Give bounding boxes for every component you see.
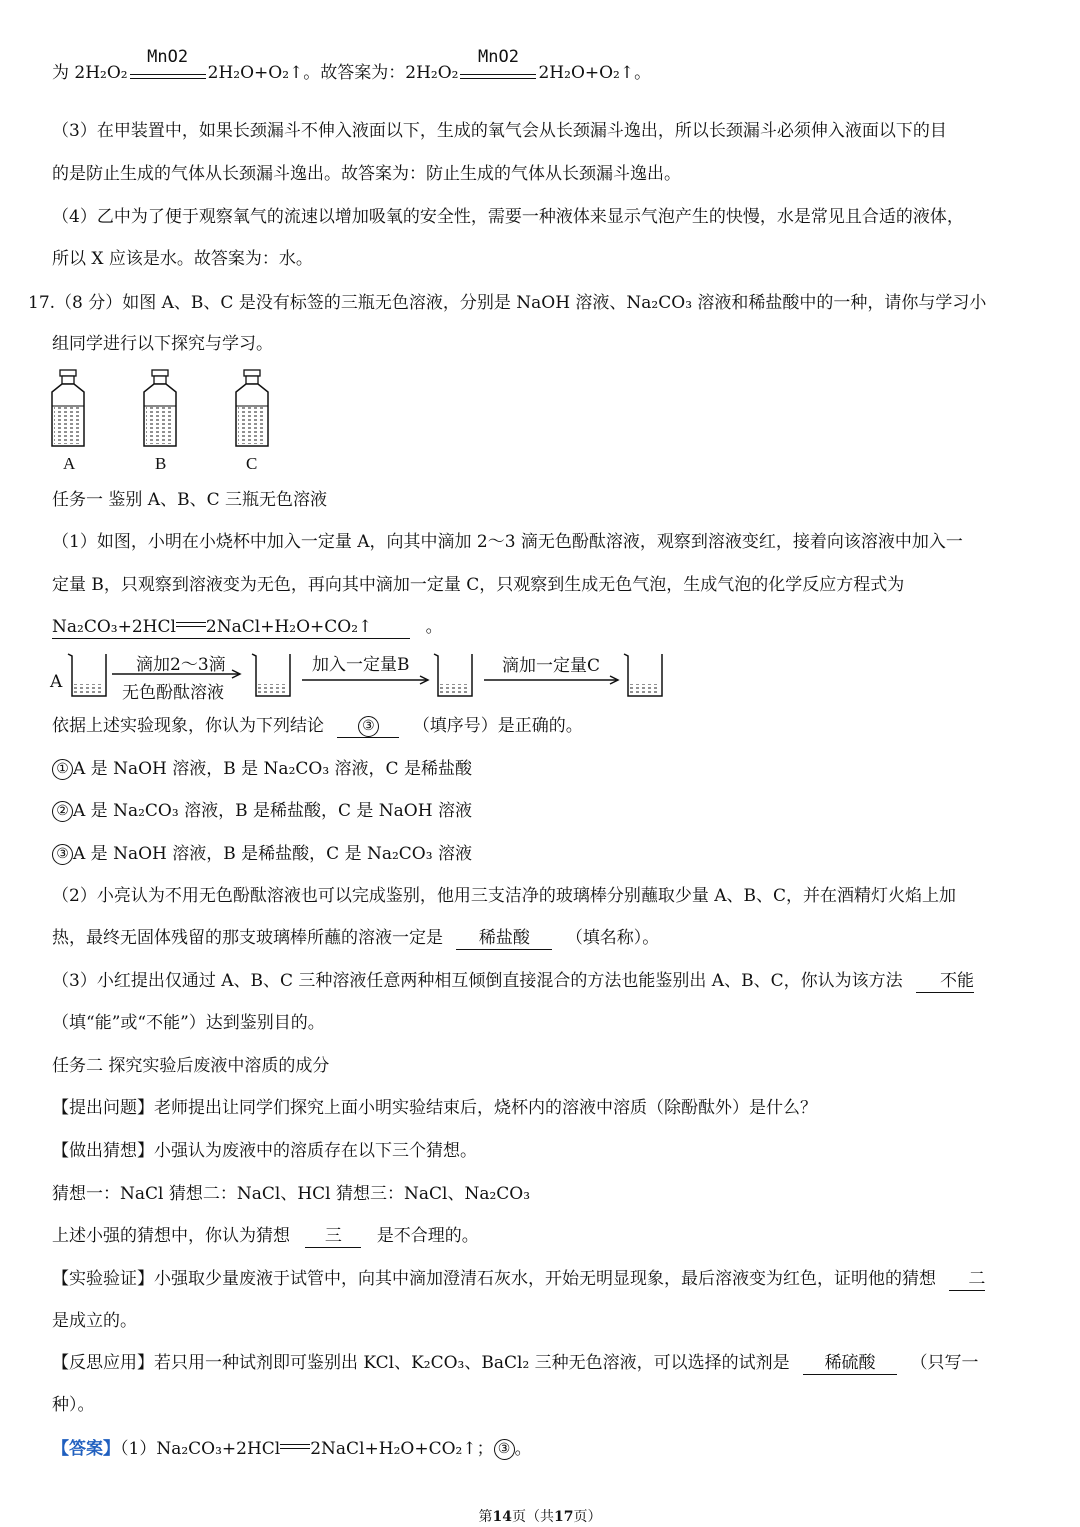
eq-rhs: 2H₂O+O₂↑	[207, 63, 304, 83]
catalyst-arrow-2	[460, 47, 536, 90]
task2-verify-line1	[52, 1266, 1054, 1292]
footer-post: 页）	[573, 1509, 602, 1525]
s2-answer: 稀盐酸	[456, 927, 552, 950]
task1-s2-line1: （2）小亮认为不用无色酚酞溶液也可以完成鉴别，他用三支洁净的玻璃棒分别蘸取少量 A、B、C，并在酒精灯火焰上加	[52, 886, 956, 906]
bottle-b	[144, 370, 176, 446]
verify-pre: 【实验验证】小强取少量废液于试管中，向其中滴加澄清石灰水，开始无明显现象，最后溶液变为红色，证明他的猜想	[52, 1269, 936, 1289]
beaker-4	[624, 654, 662, 696]
footer-page: 14	[492, 1509, 512, 1525]
answer-circ: ③	[494, 1439, 515, 1460]
option-1-text: A 是 NaOH 溶液，B 是 Na₂CO₃ 溶液，C 是稀盐酸	[73, 759, 472, 779]
reflect-pre: 【反思应用】若只用一种试剂即可鉴别出 KCl、K₂CO₃、BaCl₂ 三种无色溶液，可以选择的试剂是	[52, 1353, 790, 1373]
answer-eq-end: 。	[425, 617, 443, 637]
answer-tag: 【答案】	[52, 1439, 120, 1459]
conclusion-line	[52, 713, 1054, 739]
q17-line1: 17.（8 分）如图 A、B、C 是没有标签的三瓶无色溶液，分别是 NaOH 溶液、Na₂CO₃ 溶液和稀盐酸中的一种，请你与学习小	[28, 293, 987, 313]
task2-question: 【提出问题】老师提出让同学们探究上面小明实验结束后，烧杯内的溶液中溶质（除酚酞外）是什么？	[52, 1098, 817, 1118]
answer-eq-lhs: Na₂CO₃+2HCl	[52, 617, 176, 637]
reflect-post: （只写一	[910, 1353, 979, 1373]
option-2-num: ②	[52, 801, 73, 822]
catalyst-label-2: MnO2	[478, 47, 519, 67]
task1-s1-line1: （1）如图，小明在小烧杯中加入一定量 A，向其中滴加 2～3 滴无色酚酞溶液，观察到溶液变红，接着向该溶液中加入一	[52, 532, 963, 552]
equation-line	[52, 47, 1054, 90]
verify-answer: 二	[949, 1268, 985, 1291]
option-2-text: A 是 Na₂CO₃ 溶液，B 是稀盐酸，C 是 NaOH 溶液	[73, 801, 472, 821]
task2-reflect-line2: 种）。	[52, 1395, 95, 1415]
p3-line1: （3）在甲装置中，如果长颈漏斗不伸入液面以下，生成的氧气会从长颈漏斗逸出，所以长颈漏斗必须伸入液面以下的目	[52, 121, 947, 141]
task1-s3-line1	[52, 968, 1054, 994]
beaker-3	[434, 654, 472, 696]
s2-post: （填名称）。	[565, 928, 660, 948]
conclusion-post: （填序号）是正确的。	[412, 716, 583, 736]
flow-step1-bottom: 无色酚酞溶液	[122, 683, 224, 703]
task2-hypothesis: 【做出猜想】小强认为废液中的溶质存在以下三个猜想。	[52, 1141, 477, 1161]
answer-eq-blank	[52, 616, 410, 639]
bottle-a	[52, 370, 84, 446]
task1-s2-line2	[52, 925, 1054, 951]
beaker-1	[68, 654, 106, 696]
eq-end: 。	[634, 63, 652, 83]
eq-prefix: 为	[52, 63, 69, 83]
beaker-2	[252, 654, 290, 696]
flow-step1-top: 滴加2～3滴	[136, 655, 226, 675]
task1-title: 任务一 鉴别 A、B、C 三瓶无色溶液	[52, 490, 327, 510]
s3-answer: 不能	[916, 970, 974, 993]
option-2	[52, 798, 1054, 824]
answer-pre: （1）Na₂CO₃+2HCl	[120, 1439, 281, 1459]
task2-verify-line2: 是成立的。	[52, 1311, 137, 1331]
task1-answer-eq	[52, 614, 1054, 640]
option-3-num: ③	[52, 844, 73, 865]
eq-mid: 。故答案为：	[303, 63, 406, 83]
bottle-c	[236, 370, 268, 446]
flow-step3: 滴加一定量C	[502, 656, 601, 676]
conclusion-pre: 依据上述实验现象，你认为下列结论	[52, 716, 324, 736]
catalyst-label: MnO2	[147, 47, 189, 67]
reflect-answer: 稀硫酸	[803, 1352, 897, 1375]
task2-unreasonable	[52, 1223, 1054, 1249]
eq-rhs-2: 2H₂O+O₂↑	[538, 63, 635, 83]
flow-step2: 加入一定量B	[312, 655, 410, 675]
s3-pre: （3）小红提出仅通过 A、B、C 三种溶液任意两种相互倾倒直接混合的方法也能鉴别出 A、B、C，你认为该方法	[52, 971, 903, 991]
conclusion-blank	[337, 715, 399, 738]
p4-line2: 所以 X 应该是水。故答案为：水。	[52, 249, 313, 269]
footer-mid: 页（共	[512, 1509, 554, 1525]
task2-guesses: 猜想一：NaCl 猜想二：NaCl、HCl 猜想三：NaCl、Na₂CO₃	[52, 1184, 531, 1204]
page-footer	[0, 1506, 1080, 1526]
unreasonable-answer: 三	[305, 1225, 361, 1248]
option-1-num: ①	[52, 759, 73, 780]
bottle-label-c: C	[246, 454, 258, 473]
task1-s1-line2: 定量 B，只观察到溶液变为无色，再向其中滴加一定量 C，只观察到生成无色气泡，生成气泡的化学反应方程式为	[52, 575, 905, 595]
option-3	[52, 841, 1054, 867]
unreasonable-post: 是不合理的。	[376, 1226, 479, 1246]
answer-post: 2NaCl+H₂O+CO₂↑；	[310, 1439, 494, 1459]
eq-lhs: 2H₂O₂	[74, 63, 128, 83]
answer-eq-rhs: 2NaCl+H₂O+CO₂↑	[205, 617, 373, 637]
q17-line2: 组同学进行以下探究与学习。	[52, 334, 273, 354]
bottle-label-a: A	[63, 454, 76, 473]
footer-total: 17	[554, 1509, 574, 1525]
p3-line2: 的是防止生成的气体从长颈漏斗逸出。故答案为：防止生成的气体从长颈漏斗逸出。	[52, 164, 681, 184]
bottle-label-b: B	[155, 454, 167, 473]
unreasonable-pre: 上述小强的猜想中，你认为猜想	[52, 1226, 290, 1246]
p4-line1: （4）乙中为了便于观察氧气的流速以增加吸氧的安全性，需要一种液体来显示气泡产生的快慢，水是常见且合适的液体，	[52, 207, 964, 227]
conclusion-answer: ③	[358, 716, 379, 737]
option-1	[52, 756, 1054, 782]
option-3-text: A 是 NaOH 溶液，B 是稀盐酸，C 是 Na₂CO₃ 溶液	[73, 844, 472, 864]
eq-lhs-2: 2H₂O₂	[405, 63, 459, 83]
task1-s3-line2: （填“能”或“不能”）达到鉴别目的。	[52, 1013, 325, 1033]
task2-reflect-line1	[52, 1350, 1054, 1376]
s2-pre: 热，最终无固体残留的那支玻璃棒所蘸的溶液一定是	[52, 928, 443, 948]
answer-end: 。	[514, 1439, 532, 1459]
footer-pre: 第	[478, 1509, 493, 1525]
catalyst-arrow	[130, 47, 206, 90]
flow-start: A	[50, 672, 63, 692]
bottles-figure	[44, 368, 284, 450]
task2-title: 任务二 探究实验后废液中溶质的成分	[52, 1056, 330, 1076]
answer-line	[52, 1436, 1054, 1462]
